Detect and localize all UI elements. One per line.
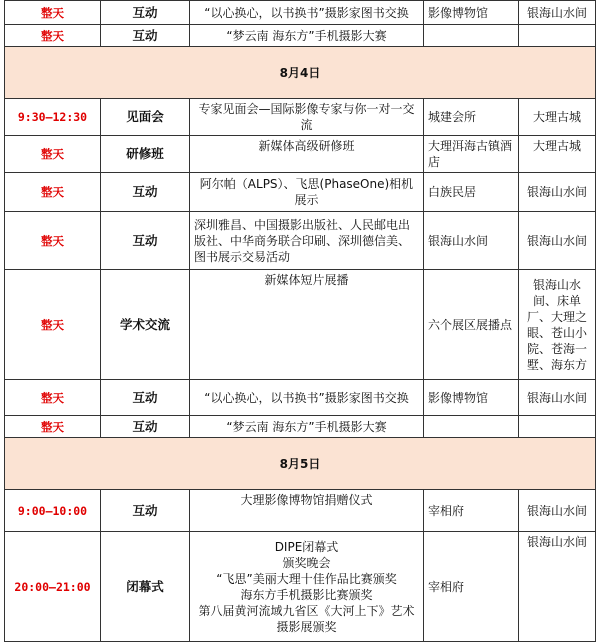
activity-cell: 深圳雅昌、中国摄影出版社、人民邮电出版社、中华商务联合印刷、深圳德信美、图书展示交易活动	[190, 212, 424, 270]
activity-cell: “梦云南 海东方”手机摄影大赛	[190, 25, 424, 47]
activity-cell: “以心换心，以书换书”摄影家图书交换	[190, 1, 424, 25]
time-cell: 整天	[5, 212, 101, 270]
time-cell: 整天	[5, 416, 101, 438]
type-cell: 互动	[101, 173, 190, 212]
time-cell: 整天	[5, 25, 101, 47]
location-cell	[519, 416, 596, 438]
venue-cell: 大理洱海古镇酒店	[424, 136, 519, 173]
day-header-row	[5, 47, 596, 99]
table-row	[5, 25, 596, 47]
time-cell: 整天	[5, 136, 101, 173]
activity-cell: “以心换心，以书换书”摄影家图书交换	[190, 380, 424, 416]
table-row	[5, 532, 596, 642]
activity-line: 颁奖晚会	[282, 555, 331, 570]
day-header-row	[5, 438, 596, 490]
activity-cell: “梦云南 海东方”手机摄影大赛	[190, 416, 424, 438]
table-row	[5, 173, 596, 212]
type-cell: 学术交流	[101, 270, 190, 380]
type-cell: 闭幕式	[101, 532, 190, 642]
venue-cell: 白族民居	[424, 173, 519, 212]
venue-cell: 城建会所	[424, 99, 519, 136]
venue-cell: 银海山水间	[424, 212, 519, 270]
activity-cell: 新媒体高级研修班	[190, 136, 424, 173]
location-cell: 银海山水间、床单厂、大理之眼、苍山小院、苍海一墅、海东方	[519, 270, 596, 380]
table-row	[5, 136, 596, 173]
time-cell: 整天	[5, 270, 101, 380]
table-row	[5, 416, 596, 438]
location-cell: 大理古城	[519, 99, 596, 136]
schedule-table	[4, 0, 596, 642]
venue-cell: 宰相府	[424, 490, 519, 532]
table-row	[5, 212, 596, 270]
type-cell: 互动	[101, 25, 190, 47]
activity-cell: 阿尔帕（ALPS）、飞思(PhaseOne)相机展示	[190, 173, 424, 212]
table-row	[5, 380, 596, 416]
day-header: 8月4日	[5, 47, 596, 99]
venue-cell: 六个展区展播点	[424, 270, 519, 380]
activity-line: DIPE闭幕式	[274, 539, 339, 554]
location-cell: 银海山水间	[519, 490, 596, 532]
location-cell: 银海山水间	[519, 1, 596, 25]
location-cell: 银海山水间	[519, 532, 596, 642]
venue-cell: 宰相府	[424, 532, 519, 642]
type-cell: 互动	[101, 490, 190, 532]
time-cell: 20:00—21:00	[5, 532, 101, 642]
day-header: 8月5日	[5, 438, 596, 490]
time-cell: 9:30—12:30	[5, 99, 101, 136]
venue-cell: 影像博物馆	[424, 1, 519, 25]
table-row	[5, 99, 596, 136]
time-cell: 整天	[5, 173, 101, 212]
activity-line: 海东方手机摄影比赛颁奖	[240, 587, 373, 602]
location-cell: 银海山水间	[519, 380, 596, 416]
time-cell: 整天	[5, 1, 101, 25]
venue-cell	[424, 25, 519, 47]
activity-cell: 专家见面会—国际影像专家与你一对一交流	[190, 99, 424, 136]
type-cell: 研修班	[101, 136, 190, 173]
type-cell: 见面会	[101, 99, 190, 136]
location-cell: 银海山水间	[519, 212, 596, 270]
activity-cell: 新媒体短片展播	[190, 270, 424, 380]
table-row	[5, 270, 596, 380]
activity-cell: 大理影像博物馆捐赠仪式	[190, 490, 424, 532]
location-cell: 大理古城	[519, 136, 596, 173]
activity-cell	[190, 532, 424, 642]
time-cell: 9:00—10:00	[5, 490, 101, 532]
activity-line: 第八届黄河流域九省区《大河上下》艺术摄影展颁奖	[198, 603, 415, 634]
venue-cell: 影像博物馆	[424, 380, 519, 416]
type-cell: 互动	[101, 212, 190, 270]
location-cell	[519, 25, 596, 47]
activity-line: “飞思”美丽大理十佳作品比赛颁奖	[216, 571, 397, 586]
time-cell: 整天	[5, 380, 101, 416]
table-row	[5, 1, 596, 25]
type-cell: 互动	[101, 380, 190, 416]
venue-cell	[424, 416, 519, 438]
type-cell: 互动	[101, 1, 190, 25]
type-cell: 互动	[101, 416, 190, 438]
table-row	[5, 490, 596, 532]
location-cell: 银海山水间	[519, 173, 596, 212]
